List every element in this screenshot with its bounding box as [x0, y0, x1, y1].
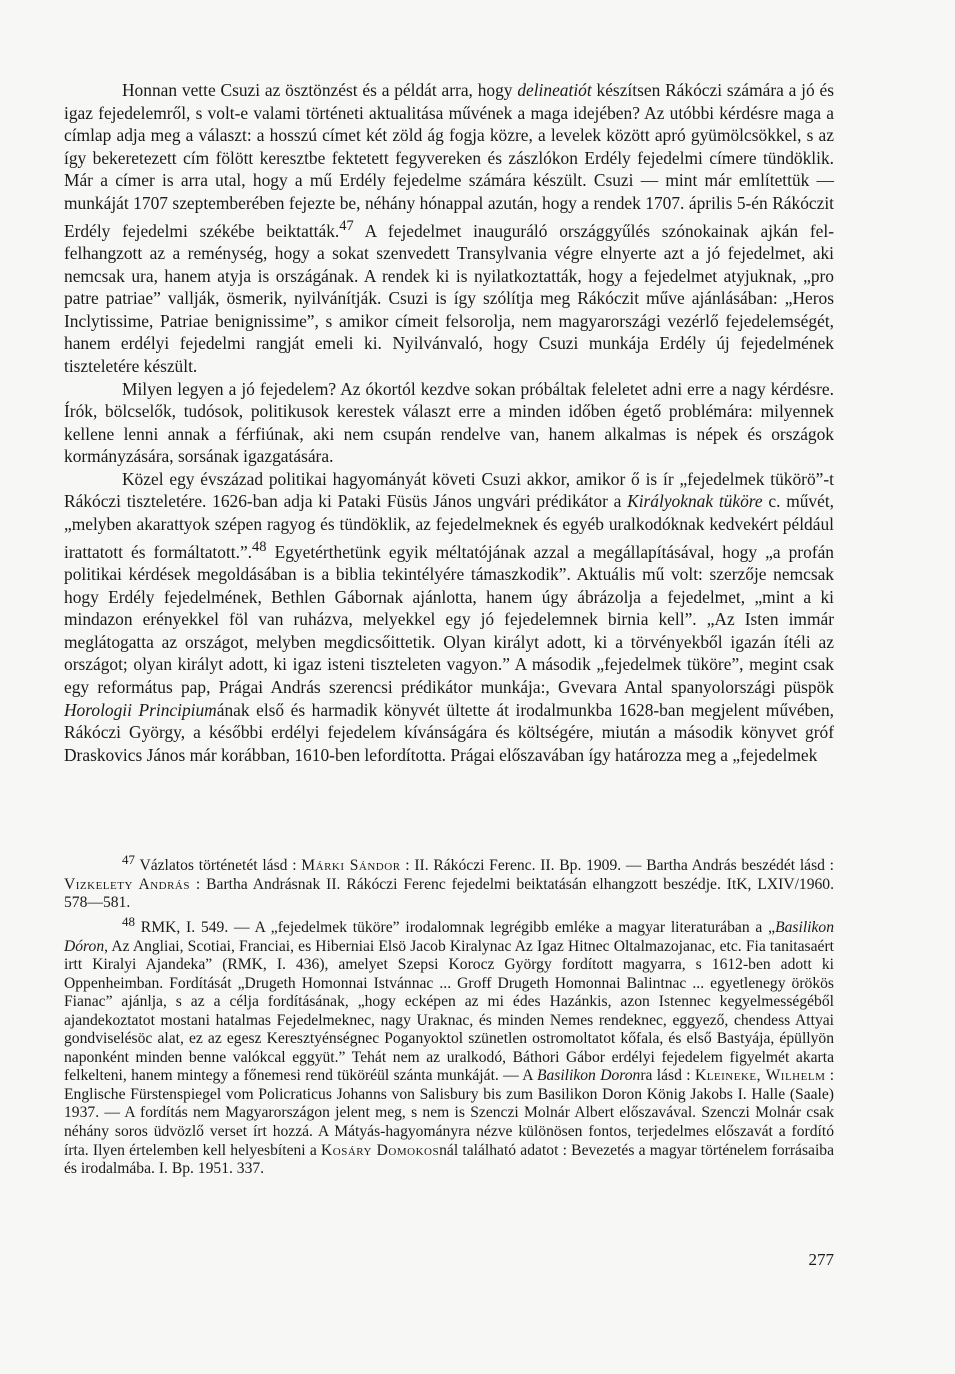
footnote-number: 47 — [122, 852, 135, 867]
italic-term: delineatiót — [517, 80, 592, 100]
author-name: Márki Sándor — [301, 857, 401, 875]
paragraph-2: Milyen legyen a jó fejedelem? Az ókortól kezdve sokan próbáltak feleletet adni erre a nagy kérdésre. Írók, bölcselők, tudósok, politikusok kerestek választ erre a minden időben égető problémára: milyennek kellene lenni annak a férfiúnak, aki nem csupán rendelve van, hanem alkalmas is népek és országok kormányzására, sorsának igazgatására. — [64, 378, 834, 467]
author-name: Kosáry Domokos — [321, 1141, 440, 1159]
footnotes — [64, 851, 834, 1179]
text-run: Egyetérthetünk egyik méltatójának azzal a megállapításával, hogy „a profán politikai kérdések megoldásában is a biblia tekintélyére támaszkodik”. Aktuális mű volt: szerzője nemcsak hogy Erdély fejedelmének, Bethlen Gábornak ajánlotta, hanem úgy ábrázolja a fejedelmet, „mint a ki mindazon erényekkel föl van ruházva, melyekkel egy jó fejedelemnek birnia kell”. „Az Isten immár meglátogatta az országot, melyben megdicsőittetik. Olyan királyt adott, ki a törvényekből igazán ítéli az országot; olyan királyt adott, ki igaz isteni tiszteleten vagyon.” A második „fejedelmek tüköre”, megint csak egy református pap, Prágai András szerencsi prédikátor munkája:, Gvevara Antal spanyolországi püspök — [64, 541, 834, 698]
footnote-48 — [64, 913, 834, 1179]
text-run: : Bartha Andrásnak II. Rákóczi Ferenc fejedelmi beiktatásán elhangzott beszédje. ItK, LXIV/1960. 578—581. — [64, 875, 834, 912]
footnote-ref-48[interactable]: 48 — [252, 538, 267, 555]
text-run: A fejedelmet inauguráló országgyűlés szónokainak ajkán fel-felhangzott az a reménység, hogy a sokat szenvedett Transylvania végre elnyerte azt a jó fejedelmet, aki nemcsak ura, hanem atyja is országának. A rendek ki is nyilatkoztatták, hogy a fejedelmet atyjuknak, „pro patre patriae” vallják, ösmerik, nyilvánítják. Csuzi is így szólítja meg Rákóczit műve ajánlásában: „Heros Inclytissime, Patriae benignissime”, s amikor címeit felsorolja, nem magyarországi vezérlő fejedelemségét, hanem erdélyi fejedelmi rangját emeli ki. Nyilvánvaló, hogy Csuzi munkája Erdély új fejedelmének tiszteletére készült. — [64, 220, 835, 376]
footnote-number: 48 — [122, 913, 135, 929]
text-run: c. művét, „melyben akarattyok szépen ragyog és tündöklik, az fejedelmeknek és egyéb uralkodóknak kedvekért például irattatott és formáltatott.”. — [64, 491, 835, 562]
author-name: Kleineke, Wilhelm — [694, 1067, 826, 1085]
text-run: Honnan vette Csuzi az ösztönzést és a példát arra, hogy — [122, 80, 518, 100]
text-run: : Englische Fürstenspiegel vom Policraticus Johanns von Salisbury bis zum Basilikon Doron König Jakobs I. Halle (Saale) 1937. — A fordítás nem Magyarországon jelent meg, s nem is Szenczi Molnár Albert előszavával. Szenczi Molnár csak néhány soros üdvözlő verset írt hozzá. A Mátyás-hagyományra nézve különösen fontos, terjedelmes előszavát a fordító írta. Ilyen értelemben kell helyesbíteni a — [64, 1067, 835, 1159]
footnote-ref-47[interactable]: 47 — [339, 217, 354, 234]
italic-title: Basilikon Doron — [536, 1067, 641, 1085]
text-run: készítsen Rákóczi számára a jó és igaz fejedelemről, s volt-e valami történeti aktualitása művének a maga idejében? Az utóbbi kérdésre maga a címlap adja meg a választ: a hosszú címet két zöld ág fogja közre, a levelek között apró gyümölcsökkel, s az így bekeretezett cím fölött keresztbe fektetett fegyvereken és zászlókon Erdély fejedelmi címere tündöklik. Már a címer is arra utal, hogy a mű Erdély fejedelme számára készült. Csuzi — mint már említettük — munkáját 1707 szeptemberében fejezte be, néhány hónappal azután, hogy a rendek 1707. április 5-én Rákóczit Erdély fejedelmi székébe beiktatták. — [64, 80, 834, 241]
text-run: nál található adatot : Bevezetés a magyar történelem forrásaiba és irodalmába. I. Bp. 1951. 337. — [64, 1141, 834, 1178]
text-run: Közel egy évszázad politikai hagyományát követi Csuzi akkor, amikor ő is ír „fejedelmek tükörö”-t Rákóczi tiszteletére. 1626-ban adja ki Pataki Füsüs János ungvári prédikátor a — [64, 468, 834, 512]
paragraph-3 — [64, 468, 834, 767]
italic-title: Királyoknak tüköre — [627, 491, 763, 512]
italic-title: Horologii Principium — [64, 699, 217, 720]
text-run: RMK, I. 549. — A „fejedelmek tüköre” irodalomnak legrégibb emléke a magyar literaturában a „ — [135, 919, 776, 937]
text-run: Vázlatos történetét lásd : — [135, 857, 302, 875]
page-number: 277 — [808, 1250, 834, 1269]
text-run: ra lásd : — [640, 1067, 695, 1085]
paragraph-1 — [64, 79, 834, 378]
main-text — [64, 79, 834, 766]
text-run: , Az Angliai, Scotiai, Franciai, es Hiberniai Elsö Jacob Kiralynac Az Igaz Hitnec Oltalmazojanac, etc. Fia tanitasaért irtt Kiralyi Ajandeka” (RMK, I. 436), amelyet Szepsi Korocz György fordított magyarra, s 1612-ben adott ki Oppenheimban. Fordítását „Drugeth Homonnai Istvánnac ... Groff Drugeth Homonnai Balintnac ... egyetlenegy örökös Fianac” ajánlja, s az a célja fordításának, „hogy ecképen az mi édes Hazánkis, azon Istennec kegyelmességéből ajandekoztatot mostani hatalmas Fejedelmeknec, nagy Uraknac, és minden Nemes rendeknec, eggyező, chendess Attyai gondviselésöc alat, ez az egesz Keresztyénségnec Poganyoktol szünetlen ostromoltatot kőfala, és első Bastyája, épüllyön naponként minden benne valókcal eggyüt.” Tehát nem az uralkodó, Báthori Gábor erdélyi fejedelem figyelmét akarta felkelteni, hanem mintegy a főnemesi rend tüköréül szánta munkáját. — A — [64, 937, 834, 1085]
text-run: ának első és harmadik könyvét ültette át irodalmunkba 1628-ban megjelent művében, Rákóczi György, a későbbi erdélyi fejedelem kívánságára és költségére, miután a második könyvet gróf Draskovics János már korábban, 1610-ben lefordította. Prágai előszavában így határozza meg a „fejedelmek — [64, 699, 835, 765]
text-run: : II. Rákóczi Ferenc. II. Bp. 1909. — Bartha András beszédét lásd : — [400, 857, 835, 875]
italic-title: Basilikon Dóron — [64, 919, 834, 955]
footnote-47 — [64, 851, 834, 913]
author-name: Vizkelety András — [64, 875, 190, 893]
